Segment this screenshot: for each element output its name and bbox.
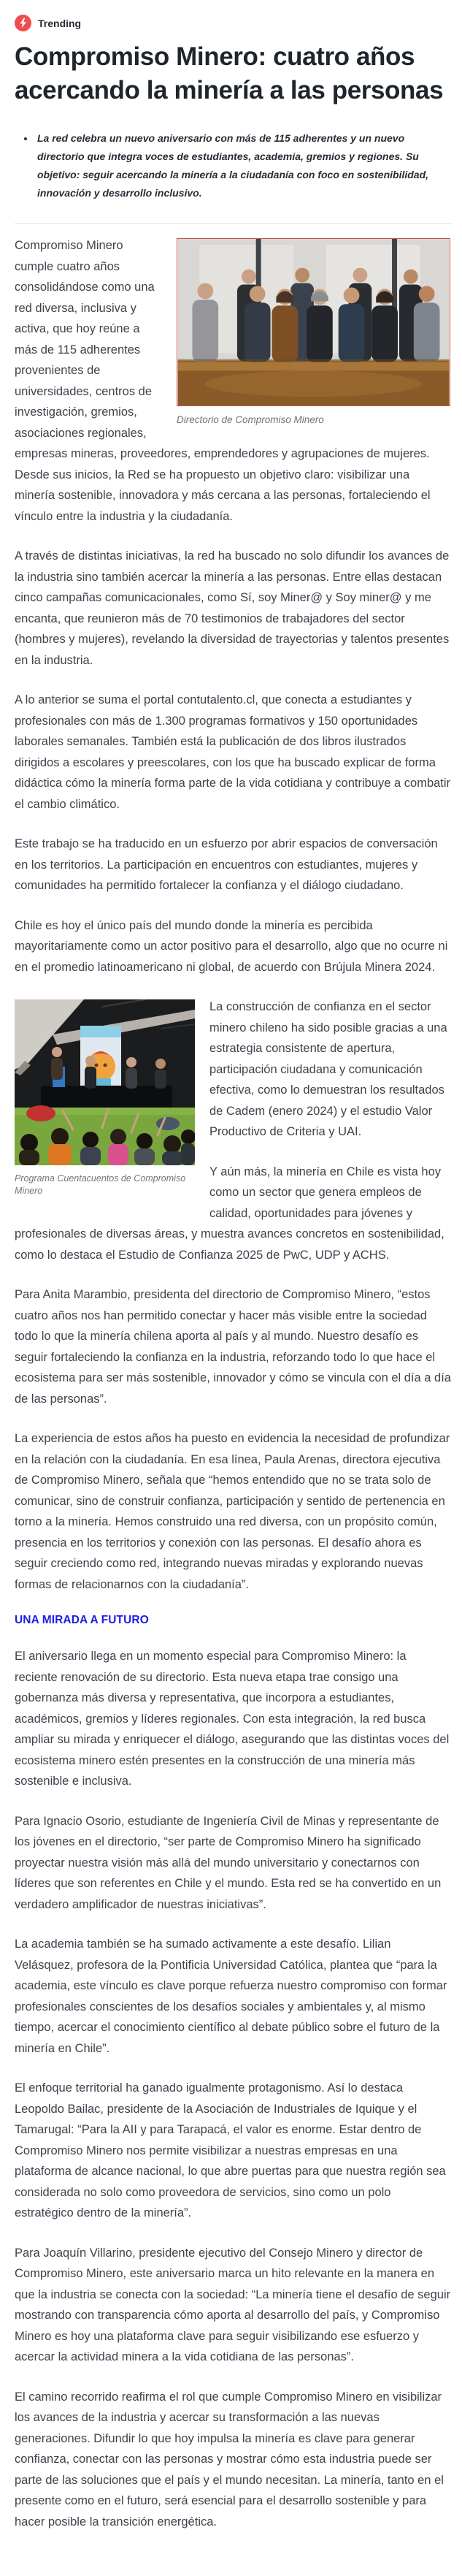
paragraph: Para Ignacio Osorio, estudiante de Ingeniería Civil de Minas y representante de los jóvenes en el directorio, “ser parte de Compromiso Minero ha significado proyectar nuestra visión más allá del mundo universitario y conectarnos con líderes que son referentes en Chile y el mundo. Esta red se ha convertido en un verdadero amplificador de nuestras iniciativas”. [15, 1814, 442, 1911]
figure-directorio [177, 238, 452, 426]
paragraph: El aniversario llega en un momento especial para Compromiso Minero: la reciente renovación de su directorio. Esta nueva etapa trae consigo una gobernanza más diversa y representativa, que incorpora a estudiantes, académicos, gremios y líderes regionales. Con esta integración, la red busca ampliar su mirada y enriquecer el diálogo, asegurando que las distintas voces del ecosistema minero estén presentes en la construcción de una minería más sostenible e inclusiva. [15, 1650, 450, 1788]
article-body [15, 235, 452, 2532]
lightning-bolt-icon [15, 15, 31, 31]
figure-caption: Programa Cuentacuentos de Compromiso Minero [15, 1173, 186, 1196]
paragraph: Para Joaquín Villarino, presidente ejecutivo del Consejo Minero y director de Compromiso Minero, este aniversario marca un hito relevante en la manera en que la industria se conecta con la sociedad: “La minería tiene el desafío de seguir mostrando con transparencia cómo aporta al desarrollo del país, y Compromiso Minero es hoy una plataforma clave para seguir visibilizando ese esfuerzo y acercar la actividad minera a la vida cotidiana de las personas”. [15, 2246, 451, 2363]
paragraph: Este trabajo se ha traducido en un esfuerzo por abrir espacios de conversación en los territorios. La participación en encuentros con estudiantes, mujeres y comunidades ha permitido fortalecer la confianza y el diálogo ciudadano. [15, 837, 438, 892]
paragraph: El camino recorrido reafirma el rol que cumple Compromiso Minero en visibilizar los avances de la industria y acercar su transformación a las nuevas generaciones. Difundir lo que hoy impulsa la minería es clave para generar confianza, conectar con las personas y mostrar cómo esta industria puede ser parte de las soluciones que el país y el mundo necesitan. La minería, tanto en el presente como en el futuro, será esencial para el desarrollo sostenible y para hacer posible la transición energética. [15, 2390, 444, 2529]
paragraph: Y aún más, la minería en Chile es vista hoy como un sector que genera empleos de calidad, oportunidades para jóvenes y profesionales de diversas áreas, y muestra avances concretos en sostenibilidad, como lo destaca el Estudio de Confianza 2025 de PwC, UDP y ACHS. [15, 1165, 444, 1262]
paragraph: El enfoque territorial ha ganado igualmente protagonismo. Así lo destaca Leopoldo Bailac, presidente de la Asociación de Industriales de Iquique y el Tamarugal: “Para la AII y para Tarapacá, el valor es enorme. Estar dentro de Compromiso Minero nos permite visibilizar a nuestras empresas en una plataforma de alcance nacional, lo que abre puertas para que nuestra región sea considerada no solo como proveedora de servicios, sino como un polo estratégico dentro de la minería”. [15, 2081, 446, 2219]
summary-list [15, 129, 452, 202]
paragraph [15, 235, 452, 527]
paragraph: Para Anita Marambio, presidenta del directorio de Compromiso Minero, “estos cuatro años nos han permitido conectar y hacer más visible entre la sociedad todo lo que la minería chilena aporta al país y al mundo. Nuestro desafío es seguir fortaleciendo la confianza en la industria, reforzando todo lo que hace el ecosistema para ser más sostenible, innovador y cómo se vincula con el día a día de las personas”. [15, 1288, 451, 1406]
section-subheading: UNA MIRADA A FUTURO [15, 1614, 149, 1626]
paragraph: Chile es hoy el único país del mundo donde la minería es percibida mayoritariamente como un actor positivo para el desarrollo, algo que no ocurre ni en el promedio latinoamericano ni global, de acuerdo con Brújula Minera 2024. [15, 918, 448, 974]
paragraph: A lo anterior se suma el portal contutalento.cl, que conecta a estudiantes y profesionales con más de 1.300 programas formativos y 150 oportunidades laborales semanales. También está la publicación de dos libros ilustrados dirigidos a escolares y preescolares, con los que ha buscado explicar de forma didáctica cómo la minería forma parte de la vida cotidiana y contribuye a combatir el cambio climático. [15, 693, 451, 811]
summary-bullet: • La red celebra un nuevo aniversario con más de 115 adherentes y un nuevo directorio que integra voces de estudiantes, academia, gremios y regiones. Su objetivo: seguir acercando la minería a la ciudadanía con foco en sostenibilidad, innovación y desarrollo inclusivo. [35, 129, 452, 202]
directorio-photo [177, 238, 452, 406]
paragraph: La academia también se ha sumado activamente a este desafío. Lilian Velásquez, profesora de la Pontificia Universidad Católica, plantea que “para la academia, este vínculo es clave porque refuerza nuestro compromiso con formar profesionales conscientes de los desafíos sociales y ambientales y, al mismo tiempo, acercar el conocimiento científico al debate público sobre el futuro de la minería en Chile”. [15, 1937, 447, 2055]
trending-badge [15, 15, 452, 31]
trending-label: Trending [38, 17, 82, 29]
cuentacuentos-photo [15, 999, 195, 1165]
paragraph-text: Compromiso Minero cumple cuatro años consolidándose como una red diversa, inclusiva y activa, que hoy reúne a más de 115 adherentes provenientes de universidades, centros de investigación, gremios, asociaciones regionales, empresas mineras, proveedores, emprendedores y agrupaciones de mujeres. Desde sus inicios, la Red se ha propuesto un objetivo claro: visibilizar una minería sostenible, innovadora y más cercana a las personas, fortaleciendo el vínculo entre la industria y la ciudadanía. [15, 239, 431, 523]
divider [15, 223, 452, 224]
figure-caption: Directorio de Compromiso Minero [177, 414, 324, 425]
paragraph: La experiencia de estos años ha puesto en evidencia la necesidad de profundizar en la relación con la ciudadanía. En esa línea, Paula Arenas, directora ejecutiva de Compromiso Minero, señala que “hemos entendido que no se trata solo de comunicar, sino de construir confianza, participación y sentido de pertenencia en torno a la minería. Hemos construido una red diversa, con un propósito común, presencia en los territorios y conexión con las personas. El desafío ahora es seguir creciendo como red, integrando nuevas miradas y explorando nuevas formas de relacionarnos con la ciudadanía”. [15, 1432, 450, 1591]
page-title: Compromiso Minero: cuatro años acercando la minería a las personas [15, 42, 444, 104]
paragraph: A través de distintas iniciativas, la red ha buscado no solo difundir los avances de la industria sino también acercar la minería a las personas. Entre ellas destacan cinco campañas comunicacionales, como Sí, soy Miner@ y Soy miner@ y me encanta, que reunieron más de 70 testimonios de trabajadores del sector (hombres y mujeres), revelando la diversidad de trayectorias y talentos presentes en la industria. [15, 549, 450, 667]
paragraph [15, 997, 452, 1196]
figure-cuentacuentos [15, 999, 195, 1197]
paragraph-text: La construcción de confianza en el sector minero chileno ha sido posible gracias a una estrategia consistente de apertura, participación ciudadana y comunicación efectiva, como lo demuestran los resultados de Cadem (enero 2024) y el estudio Valor Productivo de Criteria y UAI. [209, 1000, 447, 1138]
